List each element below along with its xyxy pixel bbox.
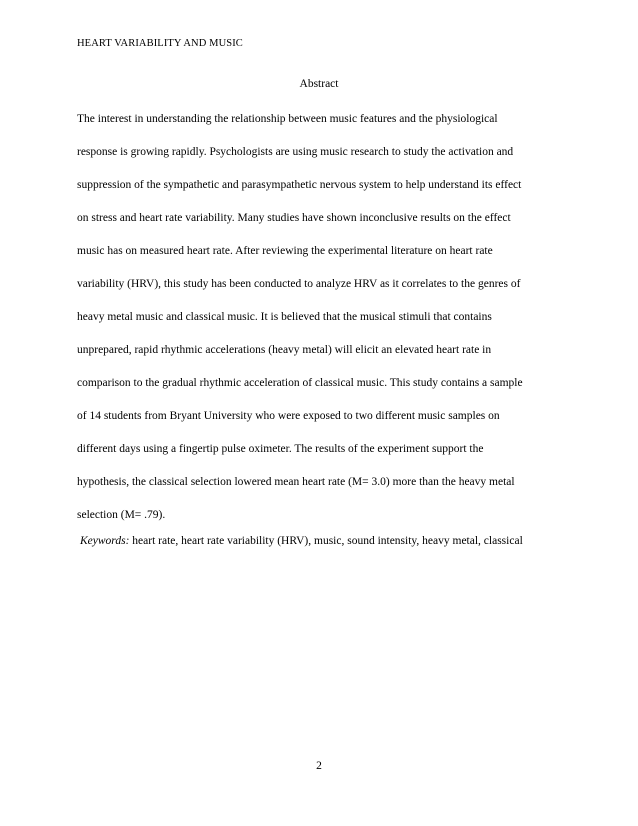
abstract-line: selection (M= .79). [77,509,166,521]
keywords-line [80,535,523,547]
abstract-line: heavy metal music and classical music. It is believed that the musical stimuli that contains [77,311,492,323]
running-head: HEART VARIABILITY AND MUSIC [77,38,243,49]
abstract-line: hypothesis, the classical selection lowered mean heart rate (M= 3.0) more than the heavy metal [77,476,515,488]
abstract-body [77,103,552,532]
abstract-line: response is growing rapidly. Psychologists are using music research to study the activation and [77,146,514,158]
keywords-label: Keywords: [80,535,130,547]
abstract-line: variability (HRV), this study has been conducted to analyze HRV as it correlates to the genres of [77,278,521,290]
abstract-line: different days using a fingertip pulse oximeter. The results of the experiment support the [77,443,484,455]
abstract-line: The interest in understanding the relationship between music features and the physiological [77,113,498,125]
page-number: 2 [316,760,322,772]
abstract-line: comparison to the gradual rhythmic acceleration of classical music. This study contains a sample [77,377,523,389]
abstract-line: of 14 students from Bryant University who were exposed to two different music samples on [77,410,500,422]
abstract-line: on stress and heart rate variability. Many studies have shown inconclusive results on the effect [77,212,511,224]
abstract-line: unprepared, rapid rhythmic accelerations (heavy metal) will elicit an elevated heart rate in [77,344,492,356]
abstract-title: Abstract [299,78,339,90]
abstract-line: music has on measured heart rate. After reviewing the experimental literature on heart rate [77,245,493,257]
abstract-line: suppression of the sympathetic and parasympathetic nervous system to help understand its effect [77,179,522,191]
keywords-text: heart rate, heart rate variability (HRV), music, sound intensity, heavy metal, classical [132,535,523,547]
